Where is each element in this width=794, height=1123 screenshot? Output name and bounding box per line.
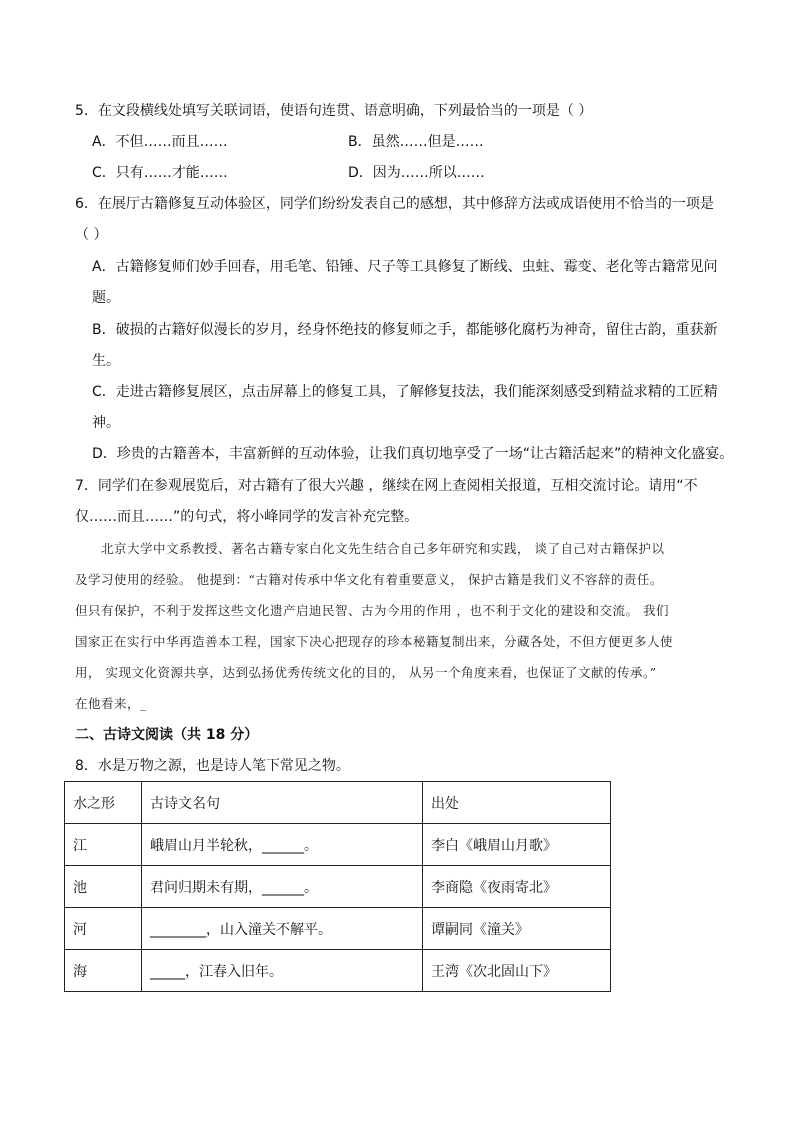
passage-line: 北京大学中文系教授、著名古籍专家白化文先生结合自己多年研究和实践， 谈了自己对古籍保护以	[101, 541, 665, 556]
table-cell: ________，山入潼关不解平。	[142, 908, 423, 950]
table-cell: 河	[65, 908, 142, 950]
question-6-stem: 6．在展厅古籍修复互动体验区，同学们纷纷发表自己的感想，其中修辞方法或成语使用不恰当的一项是	[75, 196, 714, 212]
table-cell: 李白《峨眉山月歌》	[423, 824, 611, 866]
table-row	[65, 908, 611, 950]
passage-line: 及学习使用的经验。 他提到：“古籍对传承中华文化有着重要意义， 保护古籍是我们义不容辞的责任。	[75, 572, 663, 587]
table-cell: 池	[65, 866, 142, 908]
table-cell: _____，江春入旧年。	[142, 950, 423, 992]
question-5-option-d: D．因为……所以……	[348, 165, 485, 181]
passage-line: 用， 实现文化资源共享，达到弘扬优秀传统文化的目的， 从另一个角度来看，也保证了文献的传承。”	[75, 665, 657, 680]
passage-line: 但只有保护，不利于发挥这些文化遗产启迪民智、古为今用的作用 ，也不利于文化的建设和交流。 我们	[75, 603, 669, 618]
question-6-option-b-cont: 生。	[92, 353, 120, 369]
passage-answer-blank: 在他看来，_	[75, 696, 147, 711]
table-header-cell: 古诗文名句	[142, 782, 423, 824]
table-row	[65, 866, 611, 908]
question-8-stem: 8．水是万物之源，也是诗人笔下常见之物。	[75, 758, 350, 774]
question-6-option-c: C．走进古籍修复展区，点击屏幕上的修复工具，了解修复技法，我们能深刻感受到精益求精的工匠精	[92, 384, 718, 400]
passage-line: 国家正在实行中华再造善本工程，国家下决心把现存的珍本秘籍复制出来，分藏各处，不但方便更多人使	[75, 634, 674, 649]
table-header-cell: 出处	[423, 782, 611, 824]
question-6-option-a-cont: 题。	[92, 290, 120, 306]
question-5-option-b: B．虽然……但是……	[348, 134, 484, 150]
section-title: 二、古诗文阅读（共 18 分）	[75, 727, 259, 743]
question-6-option-d: D．珍贵的古籍善本，丰富新鲜的互动体验，让我们真切地享受了一场“让古籍活起来”的精神文化盛宴。	[92, 446, 734, 462]
question-7-stem-cont: 仅……而且……”的句式，将小峰同学的发言补充完整。	[75, 509, 419, 525]
question-6-stem-paren: （ ）	[75, 227, 108, 243]
poetry-table	[64, 781, 611, 992]
question-7-stem: 7．同学们在参观展览后，对古籍有了很大兴趣 ，继续在网上查阅相关报道，互相交流讨论。请用“不	[75, 478, 698, 494]
table-row	[65, 950, 611, 992]
question-5-option-a: A．不但……而且……	[92, 134, 228, 150]
table-cell: 谭嗣同《潼关》	[423, 908, 611, 950]
table-cell: 君问归期未有期，______。	[142, 866, 423, 908]
table-cell: 王湾《次北固山下》	[423, 950, 611, 992]
question-6-option-b: B．破损的古籍好似漫长的岁月，经身怀绝技的修复师之手，都能够化腐朽为神奇，留住古韵，重获新	[92, 322, 718, 338]
question-5-stem: 5．在文段横线处填写关联词语，使语句连贯、语意明确，下列最恰当的一项是（ ）	[75, 103, 593, 119]
question-6-option-c-cont: 神。	[92, 415, 120, 431]
table-cell: 江	[65, 824, 142, 866]
table-row	[65, 824, 611, 866]
table-cell: 李商隐《夜雨寄北》	[423, 866, 611, 908]
table-header-cell: 水之形	[65, 782, 142, 824]
table-cell: 峨眉山月半轮秋，______。	[142, 824, 423, 866]
question-6-option-a: A．古籍修复师们妙手回春，用毛笔、铅锤、尺子等工具修复了断线、虫蛀、霉变、老化等古籍常见问	[92, 259, 718, 275]
table-header-row	[65, 782, 611, 824]
question-5-option-c: C．只有……才能……	[92, 165, 228, 181]
table-cell: 海	[65, 950, 142, 992]
